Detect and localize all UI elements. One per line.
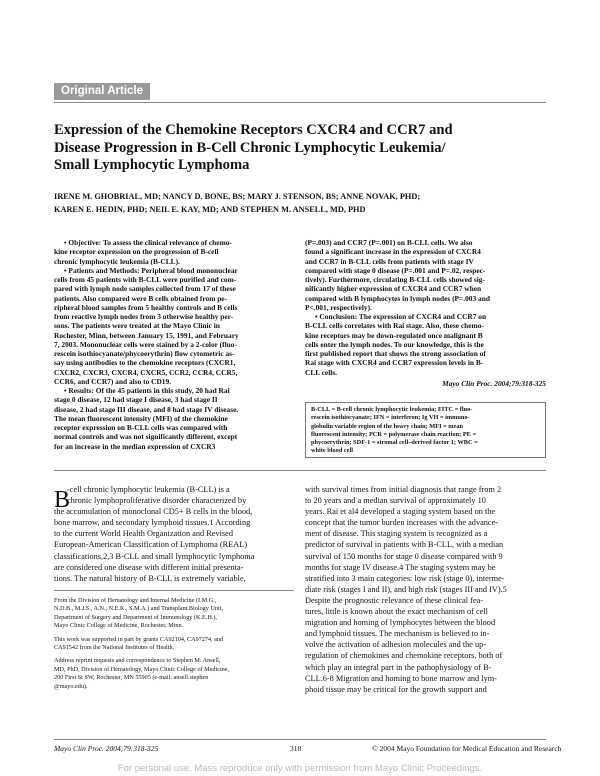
body-line: stratified into 3 main categories: low risk (stage 0), interme- (305, 573, 505, 583)
body-line: -cell chronic lymphocytic leukemia (B-CLL) is a (67, 485, 230, 494)
abstract-line: patients. Also compared were B cells obtained from pe- (54, 293, 228, 303)
article-type-badge: Original Article (54, 83, 150, 100)
abbreviation-line: fluorescent intensity; PCR = polymerase chain reaction; PE = (311, 430, 477, 438)
abstract-line: The mean fluorescent intensity (MFI) of the chemokine (54, 413, 228, 423)
abstract-line: kine receptors may be down-regulated once malignant B (305, 330, 483, 340)
body-line: chronic lymphoproliferative disorder characterized by (67, 496, 247, 506)
watermark: For personal use. Mass reproduce only with permission from Mayo Clinic Proceedings. (117, 763, 483, 774)
body-line: migration and homing of lymphocytes between the blood (305, 618, 496, 628)
drop-cap: B (54, 487, 71, 513)
body-line: regulation of chemokines and chemokine receptors, both of (305, 651, 503, 661)
abstract-line: P<.001, respectively). (305, 302, 372, 312)
abstract-citation: Mayo Clin Proc. 2004;79:318-325 (442, 378, 546, 388)
footnote-line: CA91542 from the National Institutes of Health. (54, 644, 175, 652)
footnote-line: N.D.B., M.J.S., A.N., N.E.K., S.M.A.) and Transplant Biology Unit, (54, 605, 223, 613)
abstract-line: for an increase in the median expression of CXCR3 (54, 441, 216, 451)
abstract-line: cells enter the lymph nodes. To our knowledge, this is the (305, 339, 484, 349)
abstract-line: and CCR7 in B-CLL cells from patients with stage IV (305, 256, 474, 266)
section-rule (54, 470, 546, 471)
footnote-line: @mayo.edu). (54, 682, 88, 690)
abbreviation-line: phycoerythrin; SDF-1 = stromal cell–derived factor 1; WBC = (311, 439, 478, 447)
abstract-line: (P=.003) and CCR7 (P=.001) on B-CLL cells. We also (305, 238, 473, 247)
body-line: European-American Classification of Lymphoma (REAL) (54, 540, 248, 550)
body-line: phoid tissue may be critical for the growth support and (305, 684, 487, 694)
abstract-line: from reactive lymph nodes from 3 otherwise healthy per- (54, 312, 234, 321)
body-line: diate risk (stages I and II), and high risk (stages III and IV).5 (305, 584, 507, 594)
body-line: which play an integral part in the pathophysiology of B- (305, 662, 492, 672)
abstract-line: cells from 45 patients with B-CLL were purified and com- (54, 275, 237, 284)
abstract-line: compared with B lymphocytes in lymph nodes (P=.003 and (305, 293, 490, 303)
footnote-line: Mayo Clinic College of Medicine, Rochester, Minn. (54, 622, 184, 630)
abstract-right-column (305, 238, 546, 388)
page-number: 318 (290, 744, 302, 753)
body-line: are considered one disease with different initial presenta- (54, 562, 244, 572)
author-list (54, 191, 546, 216)
header-rule (54, 102, 546, 103)
abstract-line: say using antibodies to the chemokine receptors (CXCR1, (54, 358, 236, 368)
body-line: bone marrow, and secondary lymphoid tissues.1 According (54, 518, 251, 528)
body-line: to the current World Health Organization and Revised (54, 529, 233, 539)
footnote-line: This work was supported in part by grants CA92104, CA97274, and (54, 635, 224, 643)
footnotes (54, 597, 294, 691)
abstract-line: receptor expression on B-CLL cells was compared with (54, 423, 228, 432)
footer-rule (54, 739, 546, 740)
article-title (54, 122, 534, 175)
abstract-line: CLL cells. (305, 367, 338, 377)
abstract-line: stage 0 disease, 12 had stage I disease, 3 had stage II (54, 395, 218, 405)
title-line: Small Lymphocytic Lymphoma (54, 157, 250, 173)
abstract-line: • Objective: To assess the clinical relevance of chemo- (64, 238, 232, 247)
body-line: tures, little is known about the exact mechanism of cell (305, 607, 488, 617)
body-line: concept that the tumor burden increases with the advance- (305, 518, 499, 528)
body-line: years. Rai et al4 developed a staging system based on the (305, 507, 496, 517)
body-line: and lymphoid tissues. The mechanism is believed to in- (305, 629, 490, 639)
abstract-left-column (54, 238, 297, 451)
abstract-line: compared with stage 0 disease (P=.001 and P=.02, respec- (305, 265, 486, 275)
abbreviation-line: rescein isothiocyanate; IFN = interferon; Ig VH = immuno- (311, 414, 470, 422)
body-left-column (54, 484, 294, 584)
body-line: survival of 150 months for stage 0 disease compared with 9 (305, 551, 503, 561)
title-line: Disease Progression in B-Cell Chronic Lymphocytic Leukemia/ (54, 139, 446, 156)
abstract-line: CCR6, and CCR7) and also to CD19. (54, 376, 172, 386)
footer-citation: Mayo Clin Proc. 2004;79:318-325 (54, 744, 159, 753)
body-line: to 20 years and a median survival of approximately 10 (305, 496, 486, 506)
abstract-line: nificantly higher expression of CXCR4 and CCR7 when (305, 284, 482, 294)
footnote-line: From the Division of Hematology and Internal Medicine (I.M.G., (54, 597, 217, 604)
abstract-line: found a significant increase in the expression of CXCR4 (305, 247, 481, 257)
abstract-line: Rai stage with CXCR4 and CCR7 expression levels in B- (305, 358, 484, 368)
body-line: tions. The natural history of B-CLL is extremely variable, (54, 573, 246, 583)
abstract-line: • Results: Of the 45 patients in this study, 20 had Rai (64, 386, 230, 395)
footnote-rule (54, 590, 294, 591)
abstract-line: sons. The patients were treated at the Mayo Clinic in (54, 321, 220, 331)
body-line: classifications,2,3 B-CLL and small lymphocytic lymphoma (54, 551, 255, 561)
abbreviation-line: white blood cell (311, 447, 353, 455)
body-line: CLL.6-8 Migration and homing to bone marrow and lym- (305, 673, 497, 683)
author-line: IRENE M. GHOBRIAL, MD; NANCY D. BONE, BS; MARY J. STENSON, BS; ANNE NOVAK, PHD; (54, 192, 421, 201)
footnote-line: 200 First St SW, Rochester, MN 55905 (e-mail: ansell.stephen (54, 674, 209, 682)
abbreviation-line: B-CLL = B-cell chronic lymphocytic leukemia; FITC = fluo- (311, 406, 473, 413)
body-line: volve the activation of adhesion molecules and the up- (305, 640, 487, 650)
abstract-line: kine receptor expression on the progression of B-cell (54, 247, 219, 257)
title-line: Expression of the Chemokine Receptors CXCR4 and CCR7 and (54, 122, 453, 138)
abstract-line: rescein isothiocyanate/phycoerythrin) flow cytometric as- (54, 349, 235, 358)
body-line: months for stage IV disease.4 The staging system may be (305, 562, 496, 572)
abstract-line: • Patients and Methods: Peripheral blood mononuclear (64, 265, 238, 275)
abstract-line: tively). Furthermore, circulating B-CLL cells showed sig- (305, 275, 485, 284)
footnote-line: Address reprint requests and correspondence to Stephen M. Ansell, (54, 657, 221, 665)
body-line: the accumulation of monoclonal CD5+ B cells in the blood, (54, 507, 253, 517)
abstract-line: pared with lymph node samples collected from 17 of these (54, 284, 236, 294)
footer-copyright: © 2004 Mayo Foundation for Medical Education and Research (372, 744, 562, 753)
body-right-column (305, 484, 546, 695)
abstract-line: disease, 2 had stage III disease, and 8 had stage IV disease. (54, 404, 239, 414)
abstract-line: ripheral blood samples from 5 healthy controls and B cells (54, 302, 238, 312)
abstract-line: • Conclusion: The expression of CXCR4 and CCR7 on (315, 312, 487, 321)
abstract-line: first published report that shows the strong association of (305, 349, 486, 358)
abstract-line: B-CLL cells correlates with Rai stage. Also, these chemo- (305, 321, 484, 331)
author-line: KAREN E. HEDIN, PHD; NEIL E. KAY, MD; AND STEPHEN M. ANSELL, MD, PHD (54, 204, 366, 214)
abstract-line: chronic lymphocytic leukemia (B-CLL). (54, 256, 180, 266)
abstract-line: CXCR2, CXCR3, CXCR4, CXCR5, CCR2, CCR4, CCR5, (54, 367, 238, 377)
footnote-line: MD, PhD, Division of Hematology, Mayo Clinic College of Medicine, (54, 665, 230, 673)
abbreviations-box (305, 402, 546, 458)
abbreviation-line: globulin variable region of the heavy chain; MFI = mean (311, 422, 463, 430)
abstract-line: 7, 2003. Mononuclear cells were stained by a 2-color (fluo- (54, 339, 237, 349)
body-line: ment of disease. This staging system is recognized as a (305, 529, 488, 539)
abstract-line: Rochester, Minn, between January 15, 1991, and February (54, 330, 239, 340)
body-line: predictor of survival in patients with B-CLL, with a median (305, 540, 504, 550)
abstract-line: normal controls and was not significantly different, except (54, 432, 238, 442)
footnote-line: Department of Surgery and Department of Immunology (K.E.H.), (54, 613, 217, 621)
body-line: with survival times from initial diagnosis that range from 2 (305, 485, 502, 494)
body-line: Despite the prognostic relevance of these clinical fea- (305, 595, 484, 605)
